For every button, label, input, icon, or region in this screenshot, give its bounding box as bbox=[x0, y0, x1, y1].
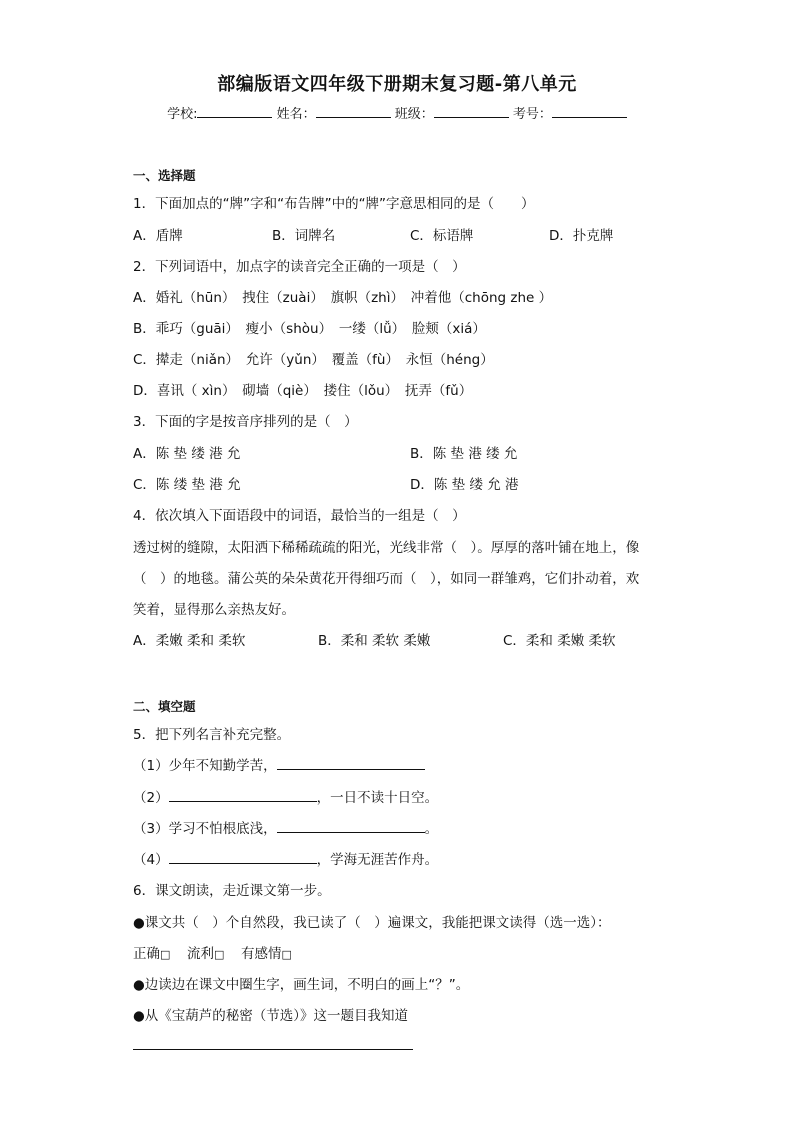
q3-option-a[interactable]: A．陈 垫 缕 港 允 bbox=[133, 446, 241, 462]
section-heading-fill: 二、填空题 bbox=[133, 699, 196, 714]
q4-option-b[interactable]: B．柔和 柔软 柔嫩 bbox=[318, 633, 431, 649]
q6-answer-blank[interactable] bbox=[133, 1049, 413, 1050]
q1-option-a[interactable]: A．盾牌 bbox=[133, 228, 183, 244]
q3-option-c[interactable]: C．陈 缕 垫 港 允 bbox=[133, 477, 241, 493]
school-blank[interactable] bbox=[197, 105, 272, 118]
q1-option-d[interactable]: D．扑克牌 bbox=[549, 228, 614, 244]
q5-item-4 bbox=[133, 848, 438, 868]
q3-option-b[interactable]: B．陈 垫 港 缕 允 bbox=[410, 446, 518, 462]
q6-choice-correct-label: 正确 bbox=[133, 946, 160, 962]
q5-item-3 bbox=[133, 817, 438, 837]
q5-item-1 bbox=[133, 754, 425, 774]
q5-item-2-suffix: ，一日不读十日空。 bbox=[316, 790, 439, 806]
question-6-stem: 6．课文朗读，走近课文第一步。 bbox=[133, 883, 331, 899]
page-title: 部编版语文四年级下册期末复习题-第八单元 bbox=[217, 74, 577, 95]
name-blank[interactable] bbox=[316, 105, 391, 118]
q5-item-4-blank[interactable] bbox=[169, 851, 317, 864]
q5-item-2 bbox=[133, 786, 438, 806]
student-info bbox=[0, 103, 794, 122]
q2-option-b[interactable]: B．乖巧（guāi） 瘦小（shòu） 一缕（lǚ） 脸颊（xiá） bbox=[133, 321, 486, 337]
q3-option-d[interactable]: D．陈 垫 缕 允 港 bbox=[410, 477, 519, 493]
number-label: 考号： bbox=[512, 107, 552, 122]
q6-choice-emotion-label: 有感情 bbox=[241, 946, 282, 962]
q4-passage-line-3: 笑着，显得那么亲热友好。 bbox=[133, 602, 295, 618]
q1-option-b[interactable]: B．词牌名 bbox=[272, 228, 336, 244]
q6-line-3: ●从《宝葫芦的秘密（节选）》这一题目我知道 bbox=[133, 1008, 409, 1024]
checkbox-icon[interactable]: □ bbox=[281, 948, 292, 961]
question-1-stem: 1．下面加点的“牌”字和“布告牌”中的“牌”字意思相同的是（ ） bbox=[133, 196, 535, 212]
q2-option-a[interactable]: A．婚礼（hūn） 拽住（zuài） 旗帜（zhì） 冲着他（chōng zhe ） bbox=[133, 290, 553, 306]
q4-option-a[interactable]: A．柔嫩 柔和 柔软 bbox=[133, 633, 246, 649]
checkbox-icon[interactable]: □ bbox=[160, 948, 171, 961]
checkbox-icon[interactable]: □ bbox=[214, 948, 225, 961]
q5-item-4-prefix: （4） bbox=[133, 852, 169, 868]
q5-item-3-suffix: 。 bbox=[424, 821, 439, 837]
q4-option-c[interactable]: C．柔和 柔嫩 柔软 bbox=[503, 633, 616, 649]
q6-choice-fluent[interactable] bbox=[187, 946, 224, 962]
q1-option-c[interactable]: C．标语牌 bbox=[410, 228, 474, 244]
q5-item-2-blank[interactable] bbox=[169, 789, 317, 802]
class-blank[interactable] bbox=[434, 105, 509, 118]
question-5-stem: 5．把下列名言补充完整。 bbox=[133, 727, 291, 743]
q6-choice-emotion[interactable] bbox=[241, 946, 292, 962]
q6-line-2: ●边读边在课文中圈生字，画生词，不明白的画上“？”。 bbox=[133, 977, 470, 993]
name-label: 姓名： bbox=[276, 107, 316, 122]
q6-choice-fluent-label: 流利 bbox=[187, 946, 214, 962]
school-label: 学校: bbox=[167, 107, 198, 122]
q6-line-1: ●课文共（ ）个自然段，我已读了（ ）遍课文，我能把课文读得（选一选）： bbox=[133, 915, 611, 931]
q5-item-3-blank[interactable] bbox=[277, 820, 425, 833]
q6-choice-correct[interactable] bbox=[133, 946, 170, 962]
question-2-stem: 2．下列词语中，加点字的读音完全正确的一项是（ ） bbox=[133, 259, 466, 275]
section-heading-choice: 一、选择题 bbox=[133, 168, 196, 183]
q5-item-4-suffix: ，学海无涯苦作舟。 bbox=[316, 852, 439, 868]
q5-item-1-blank[interactable] bbox=[277, 757, 425, 770]
q5-item-2-prefix: （2） bbox=[133, 790, 169, 806]
class-label: 班级： bbox=[394, 107, 434, 122]
q2-option-d[interactable]: D．喜讯（ xìn） 砌墙（qiè） 搂住（lǒu） 抚弄（fǔ） bbox=[133, 383, 473, 399]
q4-passage-line-2: （ ）的地毯。蒲公英的朵朵黄花开得细巧而（ ），如同一群雏鸡，它们扑动着，欢 bbox=[133, 571, 640, 587]
number-blank[interactable] bbox=[552, 105, 627, 118]
q6-choices bbox=[133, 942, 292, 962]
q2-option-c[interactable]: C．撵走（niǎn） 允许（yǔn） 覆盖（fù） 永恒（héng） bbox=[133, 352, 494, 368]
q5-item-1-prefix: （1）少年不知勤学苦， bbox=[133, 758, 277, 774]
question-3-stem: 3．下面的字是按音序排列的是（ ） bbox=[133, 414, 358, 430]
q5-item-3-prefix: （3）学习不怕根底浅， bbox=[133, 821, 277, 837]
q4-passage-line-1: 透过树的缝隙，太阳洒下稀稀疏疏的阳光，光线非常（ ）。厚厚的落叶铺在地上，像 bbox=[133, 540, 640, 556]
question-4-stem: 4．依次填入下面语段中的词语，最恰当的一组是（ ） bbox=[133, 508, 466, 524]
